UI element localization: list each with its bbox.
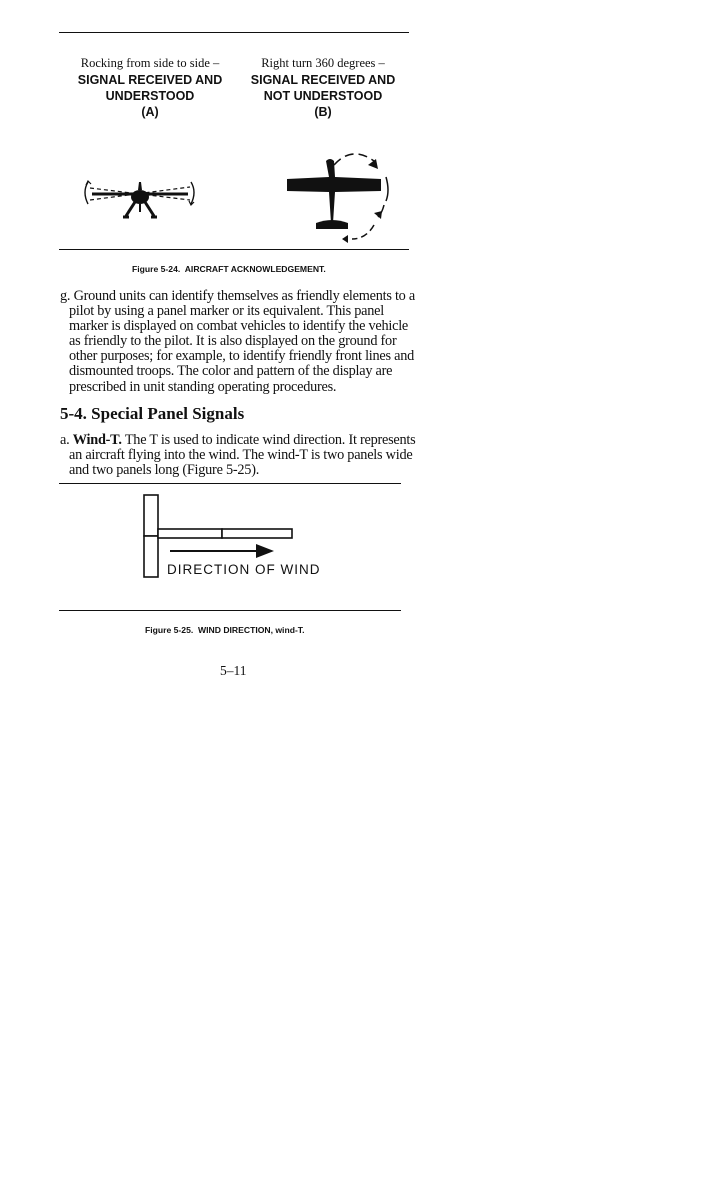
panel-b-caption xyxy=(228,55,418,120)
panel-a-signal-line2: UNDERSTOOD xyxy=(105,89,195,103)
paragraph-g-marker: g. xyxy=(60,288,71,304)
paragraph-a-text: The T is used to indicate wind direction. It represents an aircraft flying into the wind. The wind-T is two panels wide and two panels long (Figure 5-25). xyxy=(69,432,416,479)
figure-24-caption xyxy=(132,264,326,274)
top-rule xyxy=(59,32,409,33)
section-heading: 5-4. Special Panel Signals xyxy=(60,404,245,423)
rocking-aircraft-illustration xyxy=(78,170,203,230)
figure-24-number: Figure 5-24. xyxy=(132,264,181,274)
panel-b-caption-line: Right turn 360 degrees – xyxy=(261,56,385,70)
panel-a-label: (A) xyxy=(141,105,159,119)
figure-25-caption xyxy=(145,625,305,635)
page-number: 5–11 xyxy=(220,663,247,678)
turning-aircraft-illustration xyxy=(282,143,402,245)
figure-24-rule xyxy=(59,249,409,250)
figure-25-title: WIND DIRECTION, wind-T. xyxy=(198,625,305,635)
figure-25-bottom-rule xyxy=(59,610,401,611)
paragraph-g xyxy=(60,289,420,395)
paragraph-g-text: Ground units can identify themselves as friendly elements to a pilot by using a panel marker or its equivalent. This panel marker is displayed on combat vehicles to identify the vehicle as friendly to the pilot. It is also displayed on the ground for other purposes; for example, to identify friendly front lines and dismounted troops. The color and pattern of the display are prescribed in unit standing operating procedures. xyxy=(69,288,415,395)
panel-a-caption xyxy=(55,55,245,120)
paragraph-a xyxy=(60,433,420,478)
figure-25-number: Figure 5-25. xyxy=(145,625,194,635)
paragraph-a-marker: a. xyxy=(60,432,70,448)
panel-a-caption-line: Rocking from side to side – xyxy=(80,56,220,70)
panel-b-label: (B) xyxy=(314,105,332,119)
panel-a-signal-line1: SIGNAL RECEIVED AND xyxy=(77,73,223,87)
paragraph-a-term: Wind-T. xyxy=(72,432,122,448)
figure-24-title: AIRCRAFT ACKNOWLEDGEMENT. xyxy=(184,264,326,274)
direction-of-wind-label: DIRECTION OF WIND xyxy=(167,562,321,577)
figure-25-top-rule xyxy=(59,483,401,484)
panel-b-signal-line2: NOT UNDERSTOOD xyxy=(263,89,383,103)
panel-b-signal-line1: SIGNAL RECEIVED AND xyxy=(250,73,396,87)
